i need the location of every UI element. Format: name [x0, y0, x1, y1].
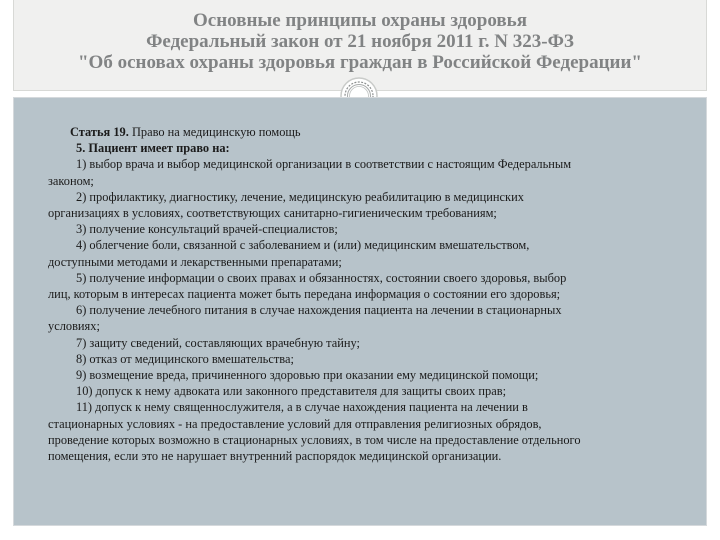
title-line-3: "Об основах охраны здоровья граждан в Российской Федерации": [78, 52, 642, 73]
article-line: законом;: [48, 173, 94, 188]
article-subtitle: 5. Пациент имеет право на:: [76, 141, 230, 156]
article-line: условиях;: [48, 319, 100, 334]
article-line: 7) защиту сведений, составляющих врачебную тайну;: [76, 335, 360, 350]
slide: [13, 0, 707, 526]
article-line: лиц, которым в интересах пациента может быть передана информация о состоянии его здоровья;: [48, 287, 561, 302]
article-text: [48, 124, 683, 464]
article-line: 11) допуск к нему священнослужителя, а в случае нахождения пациента на лечении в: [76, 400, 528, 415]
article-line: 4) облегчение боли, связанной с заболеванием и (или) медицинским вмешательством,: [76, 238, 530, 253]
article-line: 9) возмещение вреда, причиненного здоровью при оказании ему медицинской помощи;: [76, 368, 539, 383]
title-line-2: Федеральный закон от 21 ноября 2011 г. N 323-ФЗ: [146, 31, 574, 52]
article-label: Статья 19.: [70, 125, 129, 139]
article-line: 3) получение консультаций врачей-специалистов;: [76, 222, 338, 237]
article-line: 2) профилактику, диагностику, лечение, медицинскую реабилитацию в медицинских: [76, 189, 524, 204]
article-line: 1) выбор врача и выбор медицинской организации в соответствии с настоящим Федеральным: [76, 157, 572, 172]
article-line: 10) допуск к нему адвоката или законного представителя для защиты своих прав;: [76, 384, 507, 399]
article-line: 6) получение лечебного питания в случае нахождения пациента на лечении в стационарных: [76, 303, 562, 318]
slide-title: [14, 0, 706, 73]
article-line: стационарных условиях - на предоставление условий для отправления религиозных обрядов,: [48, 416, 542, 431]
article-line: проведение которых возможно в стационарных условиях, в том числе на предоставление отдельного: [48, 432, 581, 447]
article-line: организациях в условиях, соответствующих санитарно-гигиеническим требованиям;: [48, 206, 497, 221]
article-heading: [48, 124, 683, 140]
article-title: Право на медицинскую помощь: [131, 125, 301, 139]
article-line: помещения, если это не нарушает внутренний распорядок медицинской организации.: [48, 449, 502, 464]
article-line: доступными методами и лекарственными препаратами;: [48, 254, 342, 269]
article-line: 8) отказ от медицинского вмешательства;: [76, 351, 294, 366]
article-line: 5) получение информации о своих правах и обязанностях, состоянии своего здоровья, выбор: [76, 270, 567, 285]
title-line-1: Основные принципы охраны здоровья: [193, 10, 527, 31]
article-panel: [13, 97, 707, 526]
